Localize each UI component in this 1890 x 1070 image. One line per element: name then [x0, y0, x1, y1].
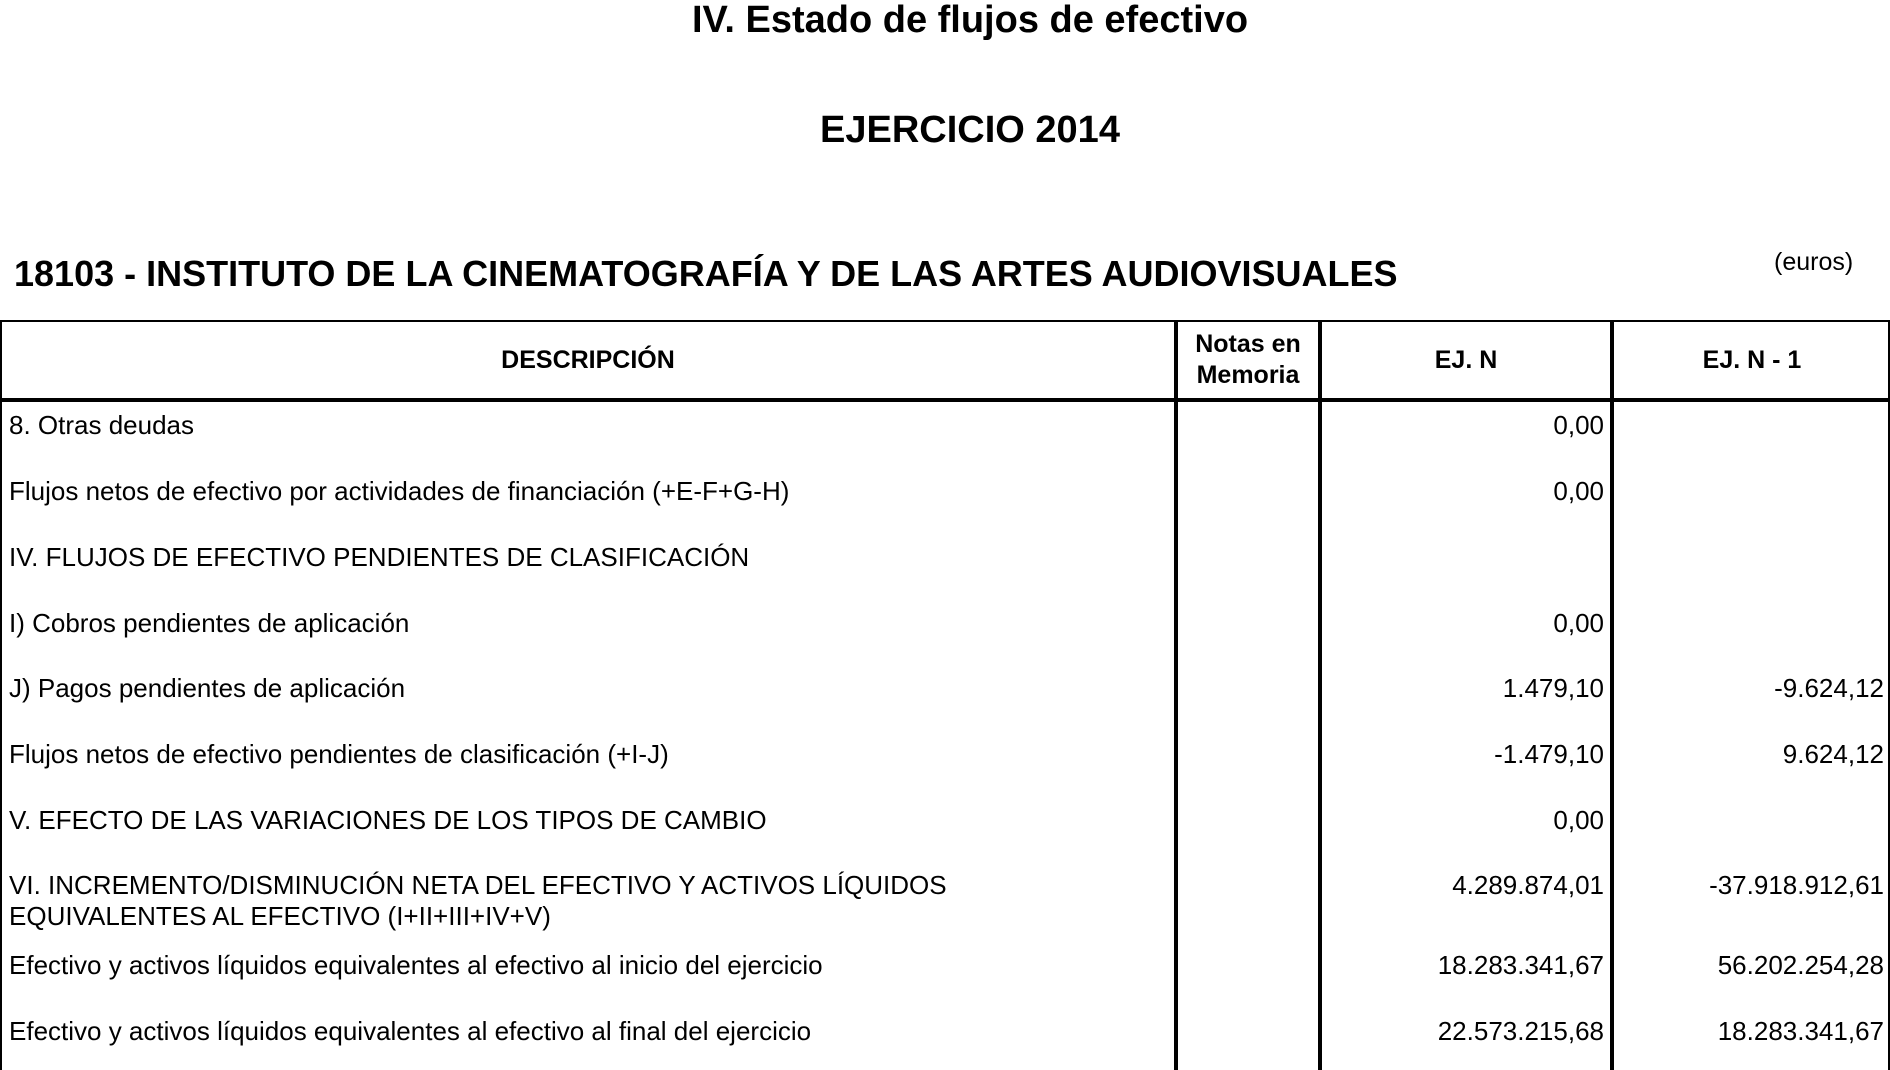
fiscal-year-heading: EJERCICIO 2014 — [820, 109, 1120, 151]
row-description: Flujos netos de efectivo pendientes de clasificación (+I-J) — [9, 739, 669, 769]
row-previous-value: 9.624,12 — [1782, 739, 1884, 769]
row-current-value: 1.479,10 — [1502, 673, 1604, 703]
row-notes — [1180, 410, 1318, 441]
row-notes — [1180, 542, 1318, 573]
row-description: J) Pagos pendientes de aplicación — [9, 673, 406, 703]
row-description: V. EFECTO DE LAS VARIACIONES DE LOS TIPOS DE CAMBIO — [9, 805, 767, 835]
row-previous-value: 56.202.254,28 — [1717, 950, 1884, 980]
row-current-value: 0,00 — [1553, 805, 1604, 835]
row-notes — [1180, 739, 1318, 770]
row-current-value: 0,00 — [1553, 476, 1604, 506]
row-description: Flujos netos de efectivo por actividades de financiación (+E-F+G-H) — [9, 476, 790, 506]
header-notes-line1: Notas en — [1195, 330, 1301, 358]
row-description: 8. Otras deudas — [9, 410, 194, 440]
header-divider — [2, 398, 1888, 402]
header-notes-line2: Memoria — [1196, 361, 1300, 389]
header-current-year: EJ. N — [1434, 345, 1498, 374]
row-description: Efectivo y activos líquidos equivalentes al efectivo al final del ejercicio — [9, 1016, 812, 1046]
row-current-value: 0,00 — [1553, 410, 1604, 440]
row-notes — [1180, 476, 1318, 507]
row-current-value: 22.573.215,68 — [1437, 1016, 1604, 1046]
row-current-value: -1.479,10 — [1494, 739, 1604, 769]
row-notes — [1180, 950, 1318, 981]
row-current-value: 4.289.874,01 — [1452, 870, 1604, 900]
entity-heading: 18103 - INSTITUTO DE LA CINEMATOGRAFÍA Y DE LAS ARTES AUDIOVISUALES — [14, 253, 1398, 294]
row-current-value: 0,00 — [1553, 608, 1604, 638]
header-notes — [1178, 322, 1318, 398]
row-notes — [1180, 1016, 1318, 1047]
header-description: DESCRIPCIÓN — [501, 345, 675, 374]
row-description — [9, 870, 1159, 932]
page-title: IV. Estado de flujos de efectivo — [691, 0, 1249, 41]
row-previous-value: -9.624,12 — [1774, 673, 1884, 703]
column-divider — [1174, 322, 1178, 1070]
column-divider — [1610, 322, 1614, 1070]
row-description-line1: VI. INCREMENTO/DISMINUCIÓN NETA DEL EFECTIVO Y ACTIVOS LÍQUIDOS — [9, 870, 947, 900]
row-current-value: 18.283.341,67 — [1437, 950, 1604, 980]
row-previous-value: 18.283.341,67 — [1717, 1016, 1884, 1046]
header-previous-year: EJ. N - 1 — [1702, 345, 1802, 374]
row-notes — [1180, 805, 1318, 836]
currency-units: (euros) — [1774, 248, 1854, 276]
column-divider — [1318, 322, 1322, 1070]
row-notes — [1180, 870, 1318, 901]
row-description: I) Cobros pendientes de aplicación — [9, 608, 410, 638]
row-description: IV. FLUJOS DE EFECTIVO PENDIENTES DE CLASIFICACIÓN — [9, 542, 750, 572]
row-description: Efectivo y activos líquidos equivalentes al efectivo al inicio del ejercicio — [9, 950, 823, 980]
cash-flow-table — [0, 320, 1890, 1070]
row-description-line2: EQUIVALENTES AL EFECTIVO (I+II+III+IV+V) — [9, 901, 551, 931]
row-previous-value: -37.918.912,61 — [1709, 870, 1884, 900]
row-notes — [1180, 608, 1318, 639]
row-notes — [1180, 673, 1318, 704]
